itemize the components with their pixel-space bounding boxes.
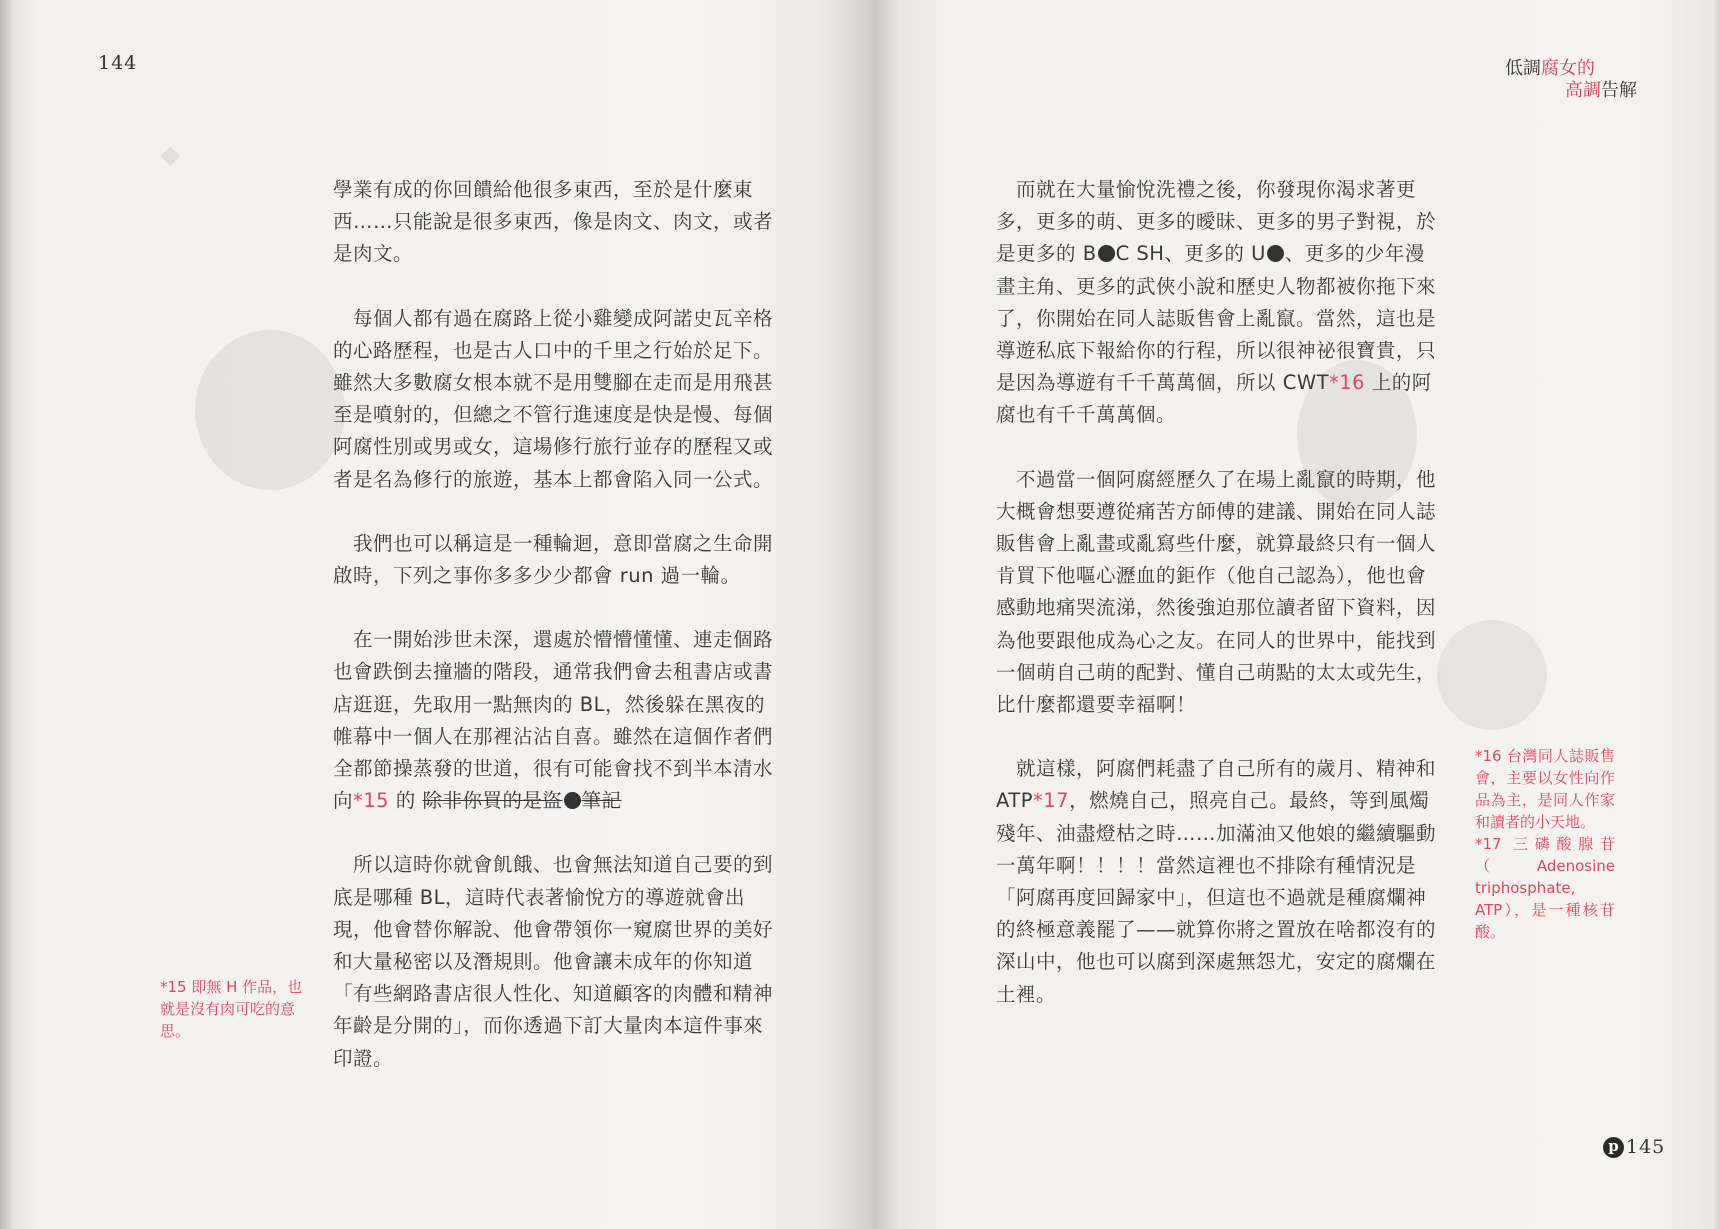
paragraph [996, 174, 1436, 432]
header-text-red: 高調 [1565, 80, 1601, 101]
right-page [877, 0, 1719, 1229]
paragraph-text: 的 [389, 789, 423, 813]
paragraph [996, 753, 1436, 1011]
paragraph [333, 624, 775, 817]
sidenotes [1475, 745, 1615, 943]
footnote-ref-17: *17 [1033, 789, 1070, 813]
bleed-through-shadow [1437, 620, 1547, 730]
footnote-15: *15 即無 H 作品，也就是沒有肉可吃的意思。 [160, 978, 303, 1040]
censor-dot-icon [564, 792, 581, 809]
header-line-2 [1565, 76, 1637, 102]
paragraph: 不過當一個阿腐經歷久了在場上亂竄的時期，他大概會想要遵從痛苦方師傅的建議、開始在同人誌販售會上亂畫或亂寫些什麼，就算最終只有一個人肯買下他嘔心瀝血的鉅作（他自己認為），他也會感動地痛哭流涕，然後強迫那位讀者留下資料，因為他要跟他成為心之友。在同人的世界中，能找到一個萌自己萌的配對、懂自己萌點的太太或先生，比什麼都還要幸福啊！ [996, 467, 1437, 717]
paragraph-text: 就這樣，阿腐們耗盡了自己所有的歲月、精神和 ATP [996, 757, 1437, 813]
header-text-red: 的 [1577, 58, 1595, 79]
censor-dot-icon [1098, 245, 1115, 262]
footnote-16: *16 台灣同人誌販售會，主要以女性向作品為主，是同人作家和讀者的小天地。 [1475, 747, 1615, 831]
paragraph: 每個人都有過在腐路上從小雞變成阿諾史瓦辛格的心路歷程，也是古人口中的千里之行始於足下。雖然大多數腐女根本就不是用雙腳在走而是用飛甚至是噴射的，但總之不管行進速度是快是慢、每個阿腐性別或男或女，這場修行旅行並存的歷程又或者是名為修行的旅遊，基本上都會陷入同一公式。 [333, 306, 774, 491]
paragraph-text: ，燃燒自己，照亮自己。最終，等到風燭殘年、油盡燈枯之時……加滿油又他娘的繼續驅動一萬年啊！！！！當然這裡也不排除有種情況是「阿腐再度回歸家中」，但這也不過就是種腐爛神的終極意義罷了——就算你將之置放在啥都沒有的深山中，他也可以腐到深處無怨尤，安定的腐爛在土裡。 [996, 789, 1437, 1006]
paragraph-text: C SH、更多的 U [1115, 242, 1266, 266]
struck-text-part: 筆記 [581, 789, 622, 813]
page-number: 145 [1626, 1136, 1666, 1158]
running-header [1505, 52, 1645, 100]
page-number-left: 144 [98, 52, 138, 74]
header-text: 低調 [1505, 58, 1541, 79]
paragraph: 學業有成的你回饋給他很多東西，至於是什麼東西……只能說是很多東西，像是肉文、肉文，或者是肉文。 [333, 178, 774, 266]
paragraph-text: 上的阿腐也有千千萬萬個。 [996, 371, 1432, 427]
bleed-through-shadow [195, 330, 345, 490]
paragraph-text: 而就在大量愉悅洗禮之後，你發現你渴求著更多，更多的萌、更多的曖昧、更多的男子對視，於是更多的 B [996, 178, 1437, 266]
header-text: 告解 [1601, 80, 1637, 101]
censor-dot-icon [1267, 245, 1284, 262]
right-body-text [996, 174, 1436, 1043]
struck-text-part: 除非你買的是盜 [422, 789, 563, 813]
page-badge-icon: p [1603, 1137, 1624, 1158]
footnote-ref-15: *15 [353, 789, 390, 813]
paragraph-text: 、更多的少年漫畫主角、更多的武俠小說和歷史人物都被你拖下來了，你開始在同人誌販售會上亂竄。當然，這也是導遊私底下報給你的行程，所以很神祕很寶貴，只是因為導遊有千千萬萬個，所以 CWT [996, 242, 1437, 395]
paragraph: 我們也可以稱這是一種輪迴，意即當腐之生命開啟時，下列之事你多多少少都會 run 過一輪。 [333, 531, 774, 588]
paragraph: 所以這時你就會飢餓、也會無法知道自己要的到底是哪種 BL，這時代表著愉悅方的導遊就會出現，他會替你解說、他會帶領你一窺腐世界的美好和大量秘密以及潛規則。他會讓未成年的你知道「有些網路書店很人性化、知道顧客的肉體和精神年齡是分開的」，而你透過下訂大量肉本這件事來印證。 [333, 853, 774, 1070]
struck-text [423, 789, 622, 812]
page-number-right [1603, 1136, 1665, 1162]
footnote-17: *17 三磷酸腺苷（Adenosine triphosphate, ATP），是一種核苷酸。 [1475, 835, 1615, 941]
footnote-ref-16: *16 [1329, 371, 1366, 395]
header-text-red: 腐女 [1541, 58, 1577, 79]
left-body-text [333, 174, 775, 1107]
paragraph-text: 在一開始涉世未深，還處於懵懵懂懂、連走個路也會跌倒去撞牆的階段，通常我們會去租書店或書店逛逛，先取用一點無肉的 BL，然後躲在黑夜的帷幕中一個人在那裡沾沾自喜。雖然在這個作者們全都節操蒸發的世道，很有可能會找不到半本清水向 [333, 628, 774, 813]
bleed-through-text: ◆ [160, 140, 180, 170]
